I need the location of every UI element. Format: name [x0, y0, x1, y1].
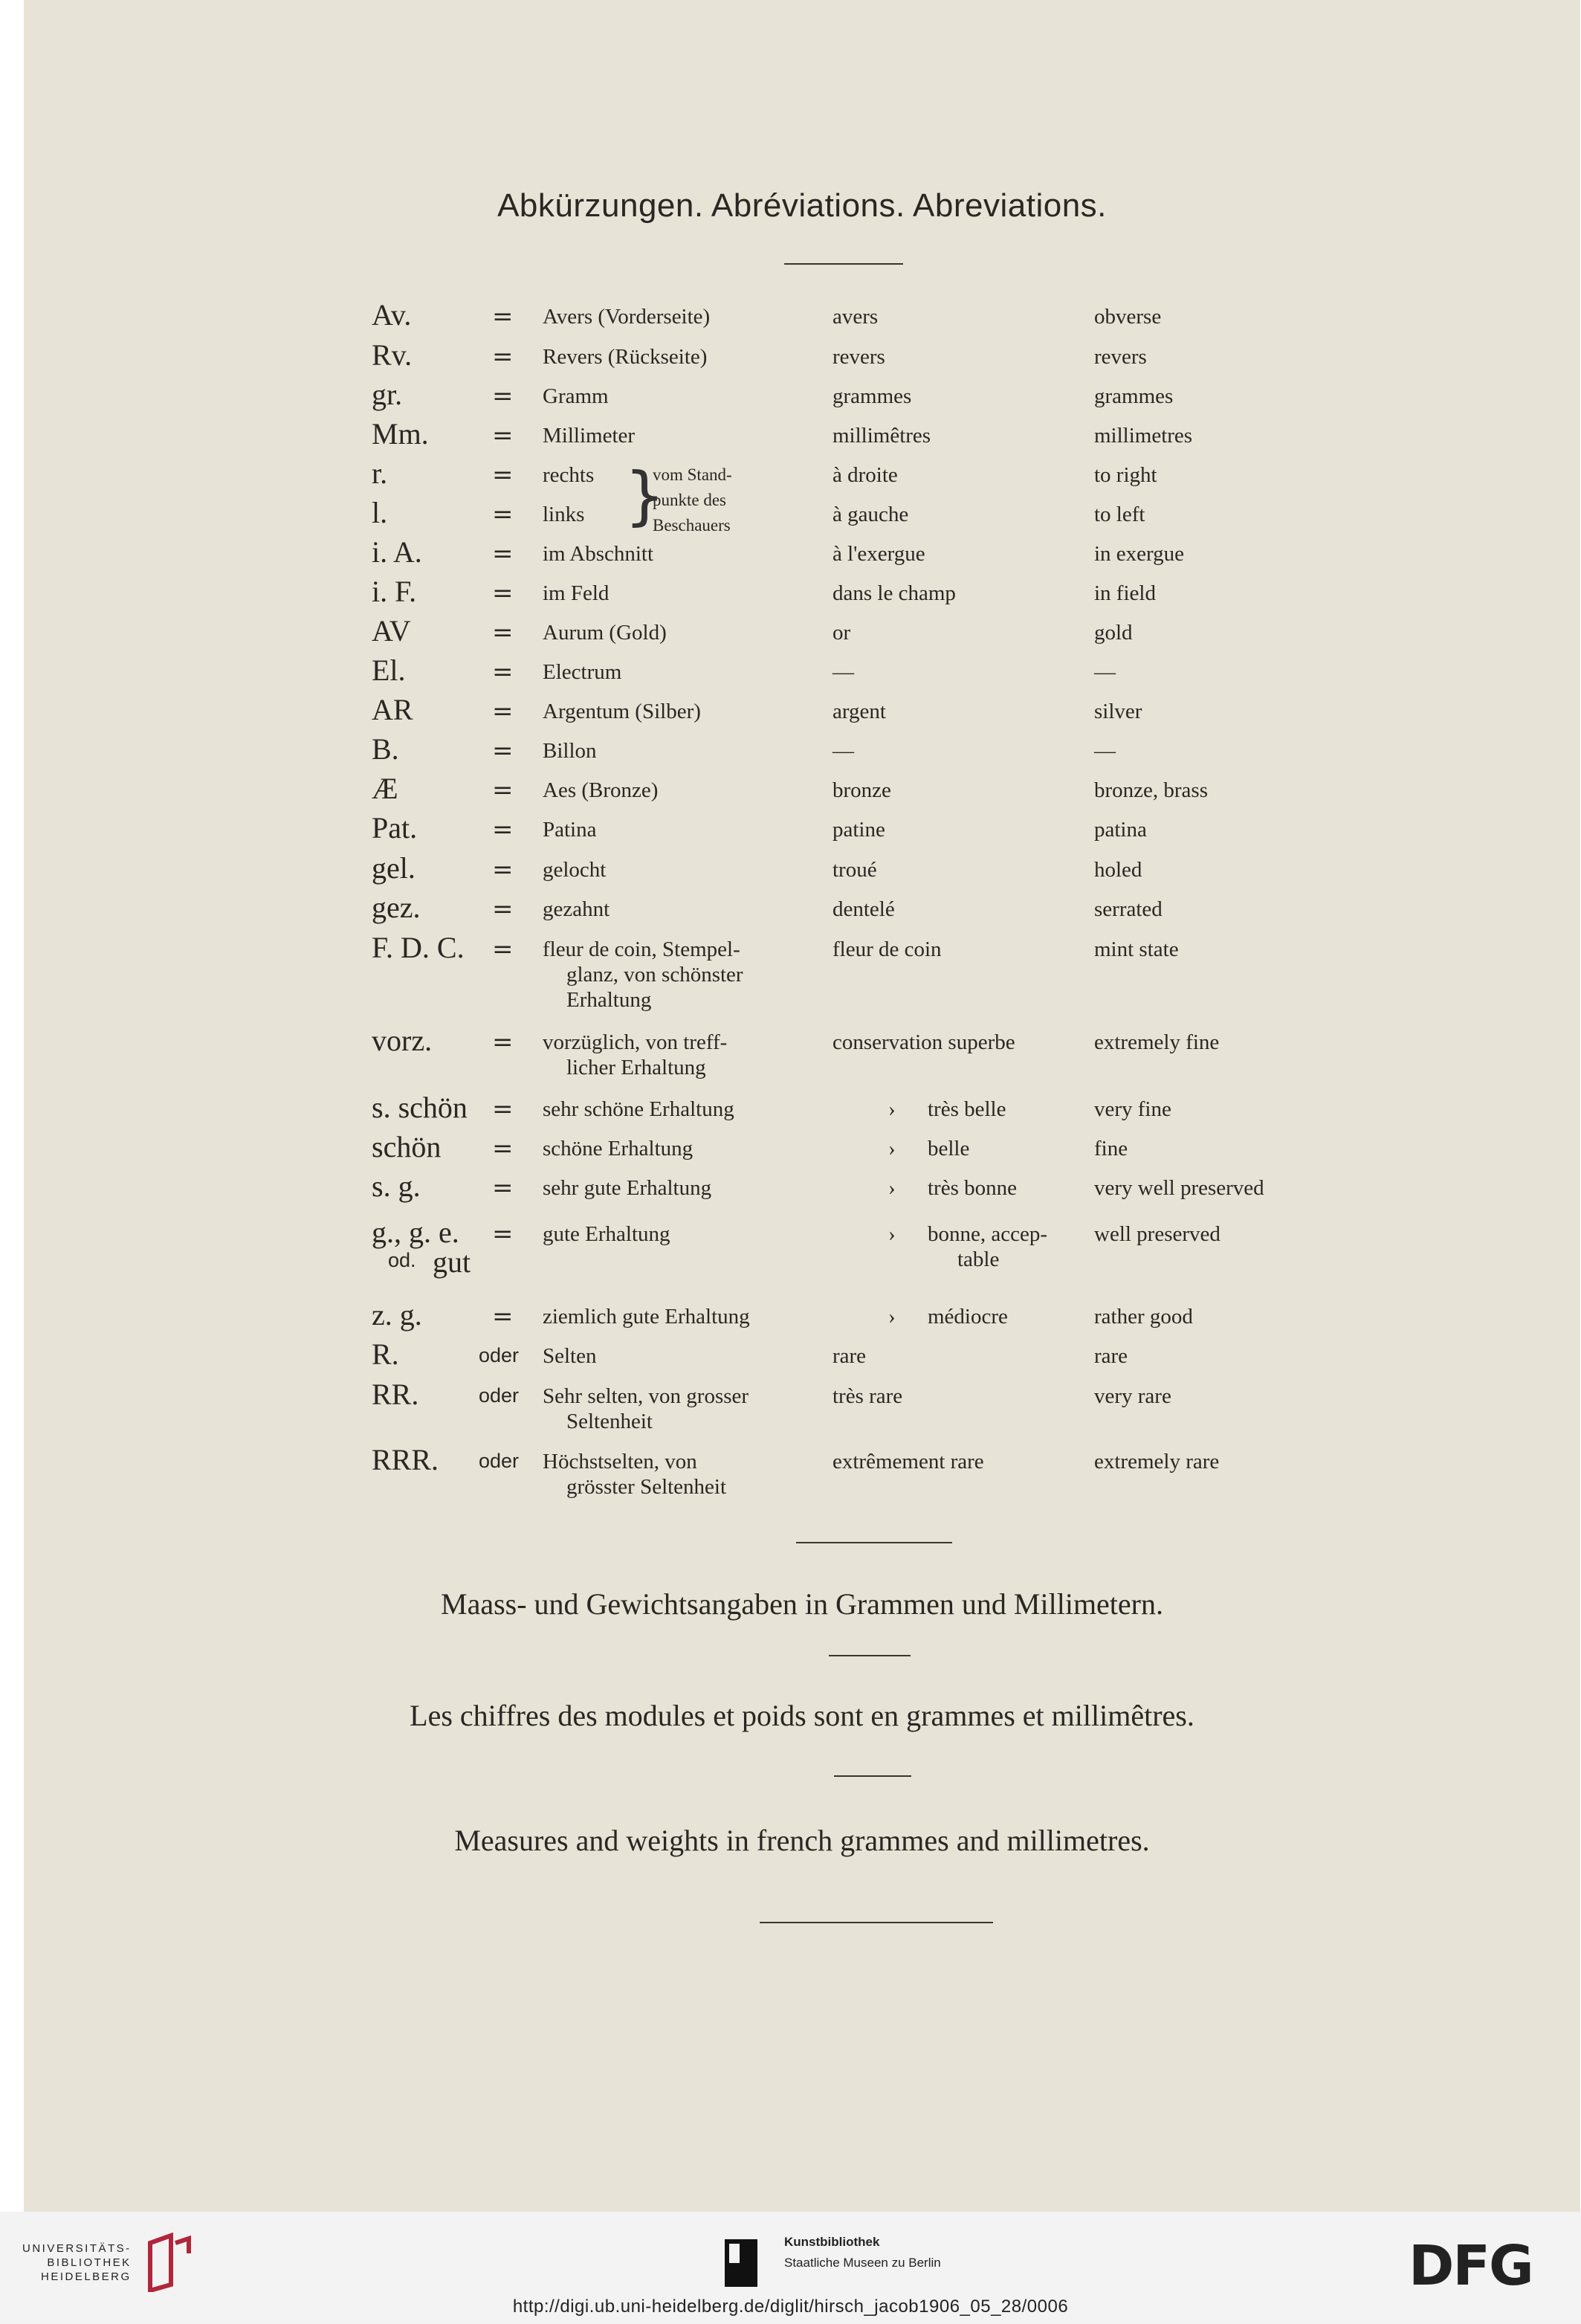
french-term: conservation superbe [832, 1030, 1015, 1054]
english-term: serrated [1094, 897, 1163, 921]
german-meaning: vorzüglich, von treff- [543, 1030, 728, 1054]
equals-sign: = [492, 500, 514, 529]
french-term: à droite [832, 463, 898, 487]
note-french: Les chiffres des modules et poids sont en grammes et millimêtres. [410, 1699, 1194, 1732]
abbreviation: AV [372, 614, 411, 648]
french-term: patine [832, 818, 885, 842]
english-term: in field [1094, 581, 1156, 605]
abbreviation: Mm. [372, 417, 429, 451]
library-name: UNIVERSITÄTS- BIBLIOTHEK HEIDELBERG [22, 2242, 132, 2283]
brace-note-line-2: punkte des [653, 491, 727, 509]
german-meaning-cont: licher Erhaltung [566, 1056, 706, 1079]
abbreviation: i. A. [372, 535, 422, 569]
abbreviation: B. [372, 732, 399, 766]
kunstbibliothek-logo-icon [725, 2239, 757, 2287]
german-meaning: Millimeter [543, 424, 636, 448]
equals-sign: = [492, 1302, 514, 1332]
abbreviation: s. g. [372, 1169, 421, 1203]
german-meaning: rechts [543, 463, 595, 487]
english-term: well preserved [1094, 1222, 1220, 1246]
abbreviation: El. [372, 653, 406, 687]
abbreviation: Pat. [372, 811, 418, 845]
dfg-logo: DFG [1409, 2234, 1533, 2298]
english-term: rare [1094, 1344, 1128, 1368]
english-term: gold [1094, 621, 1133, 645]
french-term: grammes [832, 384, 912, 408]
german-meaning: sehr gute Erhaltung [543, 1176, 712, 1200]
german-meaning: Avers (Vorderseite) [543, 305, 711, 329]
german-meaning: fleur de coin, Stempel- [543, 937, 740, 961]
english-term: silver [1094, 700, 1142, 723]
french-term: belle [928, 1137, 970, 1161]
english-term: very well preserved [1094, 1176, 1264, 1200]
german-meaning: Höchstselten, von [543, 1450, 697, 1474]
french-term: extrêmement rare [832, 1450, 984, 1474]
german-meaning: Electrum [543, 660, 622, 684]
french-term: très bonne [928, 1176, 1017, 1200]
equals-sign: = [492, 775, 514, 805]
abbreviation: Av. [372, 298, 412, 332]
english-term: — [1094, 660, 1116, 684]
english-term: fine [1094, 1137, 1128, 1161]
ditto-mark: › [888, 1137, 896, 1161]
german-meaning: gelocht [543, 858, 607, 882]
english-term: patina [1094, 818, 1147, 842]
abbreviation: i. F. [372, 575, 417, 608]
english-term: obverse [1094, 305, 1162, 329]
abbreviation: gr. [372, 378, 403, 411]
french-term: très rare [832, 1384, 903, 1408]
kunstbibliothek-subtitle: Staatliche Museen zu Berlin [784, 2256, 941, 2270]
german-meaning: Revers (Rückseite) [543, 345, 708, 369]
abbreviation: vorz. [372, 1024, 433, 1057]
english-term: very fine [1094, 1097, 1171, 1121]
closing-divider [760, 1922, 993, 1923]
abbreviation: z. g. [372, 1298, 422, 1332]
english-term: to left [1094, 503, 1145, 526]
equals-sign: = [492, 1134, 514, 1163]
document-page [24, 0, 1580, 2212]
french-term: très belle [928, 1097, 1006, 1121]
page-title: Abkürzungen. Abréviations. Abreviations. [497, 187, 1107, 224]
english-term: revers [1094, 345, 1147, 369]
note-german: Maass- und Gewichtsangaben in Grammen und Millimetern. [441, 1587, 1163, 1621]
french-term: fleur de coin [832, 937, 942, 961]
equals-sign: = [492, 935, 514, 964]
ditto-mark: › [888, 1176, 896, 1200]
german-meaning: gute Erhaltung [543, 1222, 670, 1246]
german-meaning-cont: glanz, von schönster [566, 963, 743, 987]
abbreviation: schön [372, 1130, 442, 1163]
german-meaning: Selten [543, 1344, 597, 1368]
page-url-link[interactable]: http://digi.ub.uni-heidelberg.de/diglit/hirsch_jacob1906_05_28/0006 [512, 2296, 1069, 2317]
french-term: revers [832, 345, 885, 369]
abbreviation: gel. [372, 851, 416, 885]
french-term: or [832, 621, 851, 645]
german-meaning: sehr schöne Erhaltung [543, 1097, 734, 1121]
abbreviation: g., g. e. [372, 1216, 459, 1249]
library-logo-icon [146, 2233, 193, 2292]
curly-brace-icon: } [624, 459, 665, 533]
english-term: in exergue [1094, 542, 1185, 566]
abbreviation-alternate: gut [433, 1245, 471, 1279]
brace-note-line-1: vom Stand- [653, 465, 732, 484]
german-meaning: schöne Erhaltung [543, 1137, 693, 1161]
french-term: à l'exergue [832, 542, 925, 566]
french-term: médiocre [928, 1305, 1008, 1329]
german-meaning: Gramm [543, 384, 609, 408]
equals-sign: = [492, 618, 514, 648]
abbreviation: F. D. C. [372, 931, 465, 964]
abbreviation: r. [372, 456, 388, 490]
english-term: extremely rare [1094, 1450, 1220, 1474]
kunstbibliothek-name: Kunstbibliothek [784, 2235, 880, 2249]
brace-note-line-3: Beschauers [653, 516, 731, 535]
german-meaning: links [543, 503, 585, 526]
equals-sign: = [492, 736, 514, 766]
note-divider-1 [829, 1655, 911, 1656]
german-meaning: Patina [543, 818, 597, 842]
english-term: — [1094, 739, 1116, 763]
german-meaning: im Abschnitt [543, 542, 654, 566]
abbreviation: Æ [372, 772, 398, 805]
french-term: millimêtres [832, 424, 931, 448]
equals-sign: = [492, 855, 514, 885]
english-term: extremely fine [1094, 1030, 1220, 1054]
french-term: — [832, 739, 854, 763]
equals-sign: = [492, 381, 514, 411]
abbreviation-or-label: od. [388, 1249, 416, 1271]
french-term: troué [832, 858, 877, 882]
ditto-mark: › [888, 1305, 896, 1329]
english-term: grammes [1094, 384, 1174, 408]
french-term: bonne, accep- [928, 1222, 1048, 1246]
french-term: dans le champ [832, 581, 956, 605]
or-label: oder [479, 1450, 520, 1472]
equals-sign: = [492, 1173, 514, 1203]
ditto-mark: › [888, 1097, 896, 1121]
english-term: to right [1094, 463, 1157, 487]
french-term: — [832, 660, 854, 684]
abbreviation: gez. [372, 891, 421, 924]
equals-sign: = [492, 815, 514, 845]
abbreviation: AR [372, 693, 413, 726]
abbreviation: l. [372, 496, 388, 529]
english-term: holed [1094, 858, 1142, 882]
german-meaning-cont: Erhaltung [566, 988, 652, 1012]
french-term: rare [832, 1344, 867, 1368]
french-term: à gauche [832, 503, 909, 526]
german-meaning: im Feld [543, 581, 610, 605]
german-meaning: Aes (Bronze) [543, 778, 659, 802]
or-label: oder [479, 1344, 520, 1366]
equals-sign: = [492, 1094, 514, 1124]
english-term: millimetres [1094, 424, 1193, 448]
german-meaning: Billon [543, 739, 597, 763]
french-term: bronze [832, 778, 891, 802]
title-divider [784, 263, 903, 265]
german-meaning-cont: grösster Seltenheit [566, 1475, 727, 1499]
equals-sign: = [492, 1219, 514, 1249]
equals-sign: = [492, 578, 514, 608]
section-divider [796, 1542, 952, 1543]
abbreviation: s. schön [372, 1091, 468, 1124]
french-term: argent [832, 700, 886, 723]
french-term: avers [832, 305, 879, 329]
or-label: oder [479, 1384, 520, 1407]
equals-sign: = [492, 421, 514, 451]
equals-sign: = [492, 302, 514, 332]
note-english: Measures and weights in french grammes and millimetres. [454, 1824, 1150, 1857]
german-meaning: Aurum (Gold) [543, 621, 667, 645]
french-term-cont: table [957, 1247, 1000, 1271]
footer-bar [0, 2212, 1581, 2324]
german-meaning-cont: Seltenheit [566, 1410, 653, 1433]
note-divider-2 [834, 1775, 911, 1777]
equals-sign: = [492, 657, 514, 687]
equals-sign: = [492, 1027, 514, 1057]
abbreviation: RR. [372, 1378, 419, 1411]
english-term: bronze, brass [1094, 778, 1209, 802]
abbreviation: RRR. [372, 1443, 439, 1476]
german-meaning: ziemlich gute Erhaltung [543, 1305, 750, 1329]
german-meaning: Argentum (Silber) [543, 700, 701, 723]
equals-sign: = [492, 460, 514, 490]
ditto-mark: › [888, 1222, 896, 1246]
german-meaning: Sehr selten, von grosser [543, 1384, 749, 1408]
english-term: mint state [1094, 937, 1179, 961]
english-term: very rare [1094, 1384, 1171, 1408]
french-term: dentelé [832, 897, 895, 921]
english-term: rather good [1094, 1305, 1193, 1329]
equals-sign: = [492, 539, 514, 569]
abbreviation: Rv. [372, 338, 413, 372]
equals-sign: = [492, 894, 514, 924]
german-meaning: gezahnt [543, 897, 610, 921]
equals-sign: = [492, 342, 514, 372]
equals-sign: = [492, 697, 514, 726]
abbreviation: R. [372, 1337, 399, 1371]
